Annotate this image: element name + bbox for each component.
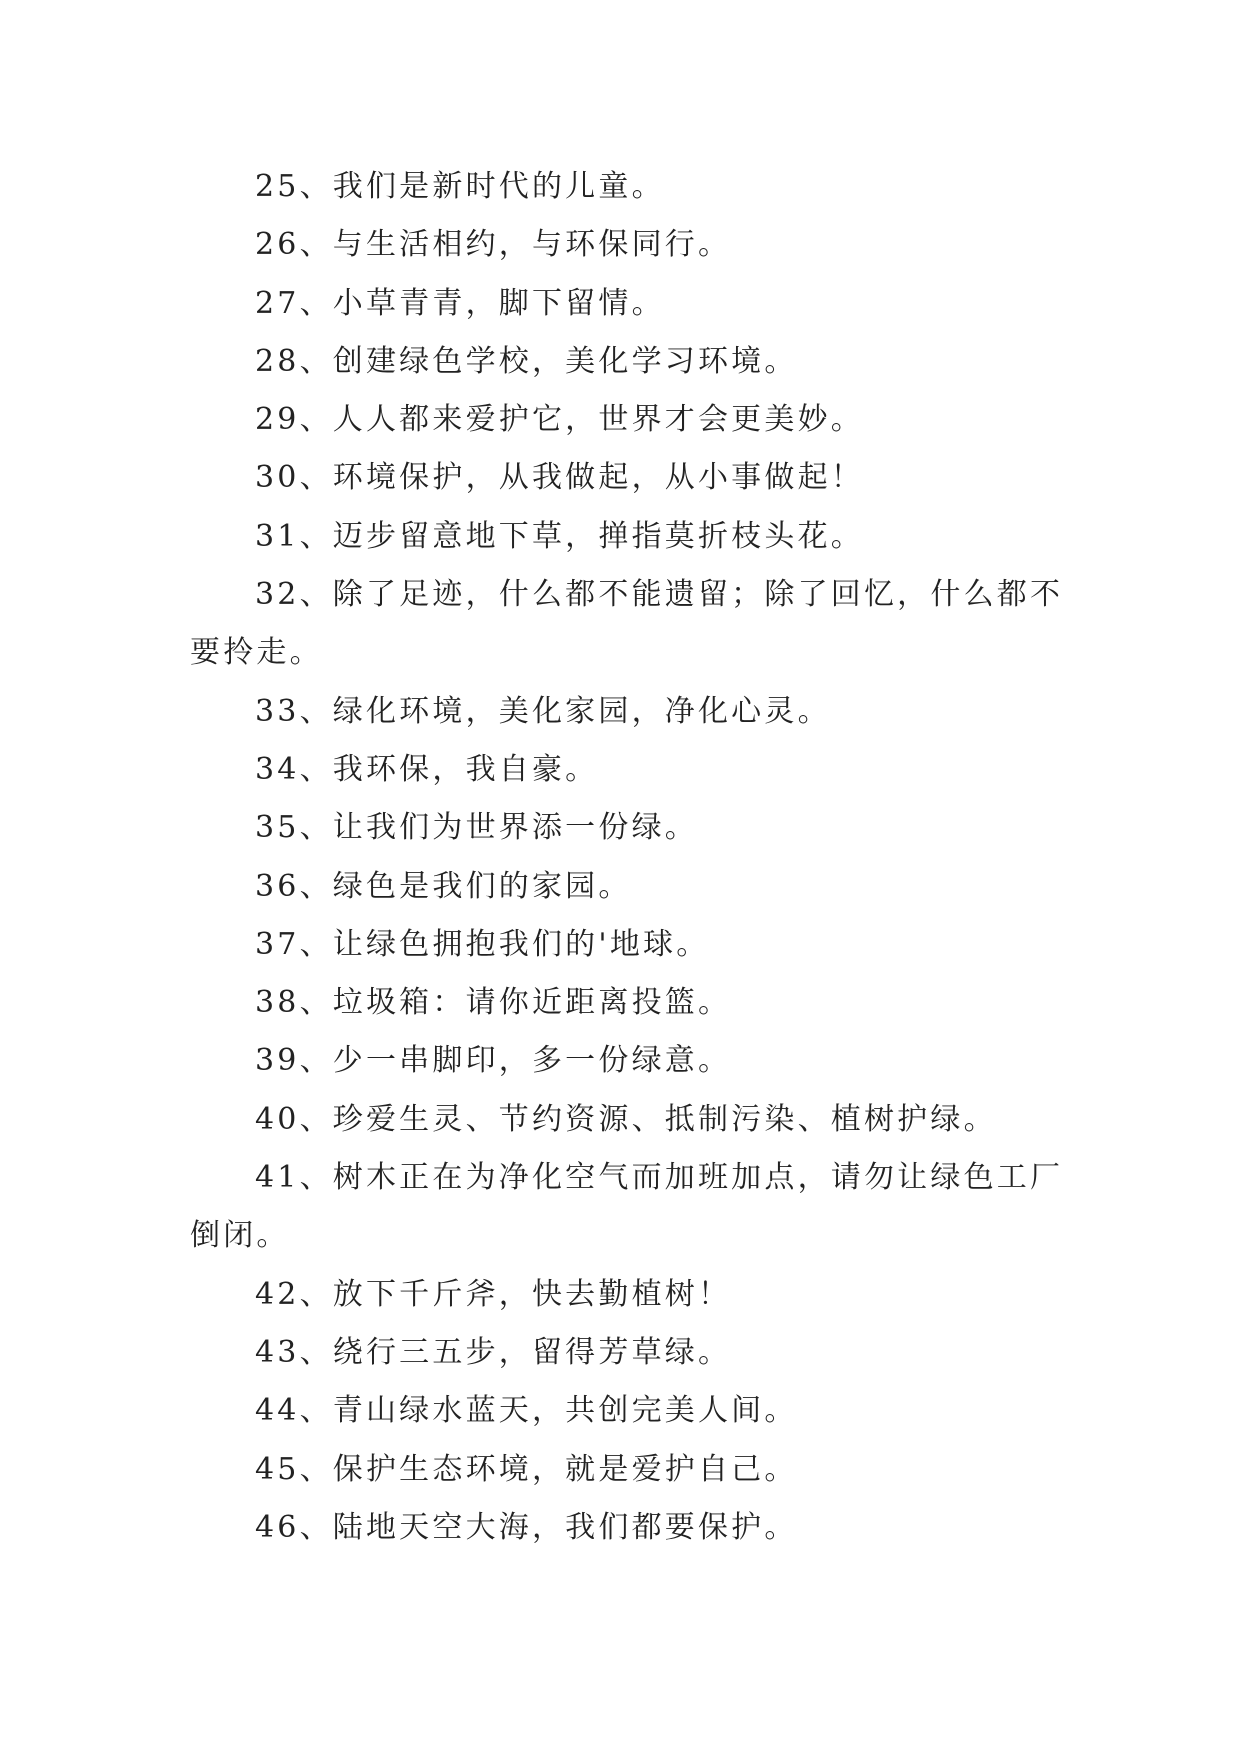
slogan-paragraph xyxy=(190,1091,1241,1149)
slogan-paragraph xyxy=(190,391,1241,449)
slogan-paragraph xyxy=(190,1499,1241,1557)
slogan-line: 26、与生活相约，与环保同行。 xyxy=(255,227,732,263)
slogan-paragraph xyxy=(190,683,1241,741)
slogan-paragraph xyxy=(190,1032,1241,1090)
slogan-line: 43、绕行三五步，留得芳草绿。 xyxy=(255,1334,732,1370)
slogan-line: 32、除了足迹，什么都不能遗留；除了回忆，什么都不 xyxy=(255,577,1064,613)
slogan-line: 29、人人都来爱护它，世界才会更美妙。 xyxy=(255,402,864,438)
slogan-line: 31、迈步留意地下草，掸指莫折枝头花。 xyxy=(255,518,864,554)
slogan-line: 41、树木正在为净化空气而加班加点，请勿让绿色工厂 xyxy=(255,1160,1064,1196)
slogan-line: 36、绿色是我们的家园。 xyxy=(255,868,632,904)
slogan-paragraph xyxy=(190,158,1241,216)
slogan-line: 46、陆地天空大海，我们都要保护。 xyxy=(255,1509,798,1545)
slogan-paragraph xyxy=(190,449,1241,507)
slogan-paragraph xyxy=(190,858,1241,916)
slogan-paragraph xyxy=(190,916,1241,974)
slogan-line: 42、放下千斤斧，快去勤植树！ xyxy=(255,1276,732,1312)
slogan-line: 38、垃圾箱：请你近距离投篮。 xyxy=(255,985,732,1021)
slogan-paragraph xyxy=(190,1324,1241,1382)
slogan-line: 39、少一串脚印，多一份绿意。 xyxy=(255,1043,732,1079)
slogan-paragraph xyxy=(190,333,1241,391)
slogan-paragraph xyxy=(190,1441,1241,1499)
slogan-paragraph xyxy=(190,275,1241,333)
slogan-line-continuation: 要拎走。 xyxy=(190,635,323,671)
slogan-paragraph xyxy=(190,974,1241,1032)
slogan-line-continuation: 倒闭。 xyxy=(190,1218,290,1254)
slogan-line: 25、我们是新时代的儿童。 xyxy=(255,169,665,204)
slogan-line: 44、青山绿水蓝天，共创完美人间。 xyxy=(255,1393,798,1429)
slogan-paragraph xyxy=(190,1382,1241,1440)
slogan-line: 34、我环保，我自豪。 xyxy=(255,751,599,787)
slogan-paragraph xyxy=(190,216,1241,274)
slogan-paragraph xyxy=(190,566,1241,683)
slogan-line: 28、创建绿色学校，美化学习环境。 xyxy=(255,343,798,379)
slogan-line: 30、环境保护，从我做起，从小事做起！ xyxy=(255,460,864,496)
slogan-paragraph xyxy=(190,799,1241,857)
slogan-line: 45、保护生态环境，就是爱护自己。 xyxy=(255,1451,798,1487)
slogan-line: 35、让我们为世界添一份绿。 xyxy=(255,810,698,846)
slogan-paragraph xyxy=(190,1149,1241,1266)
slogan-line: 33、绿化环境，美化家园，净化心灵。 xyxy=(255,693,831,729)
paragraph-list xyxy=(190,158,1241,1557)
slogan-line: 40、珍爱生灵、节约资源、抵制污染、植树护绿。 xyxy=(255,1101,997,1137)
slogan-paragraph xyxy=(190,1266,1241,1324)
slogan-line: 27、小草青青，脚下留情。 xyxy=(255,285,665,321)
slogan-line: 37、让绿色拥抱我们的'地球。 xyxy=(255,926,710,962)
slogan-paragraph xyxy=(190,741,1241,799)
slogan-paragraph xyxy=(190,508,1241,566)
